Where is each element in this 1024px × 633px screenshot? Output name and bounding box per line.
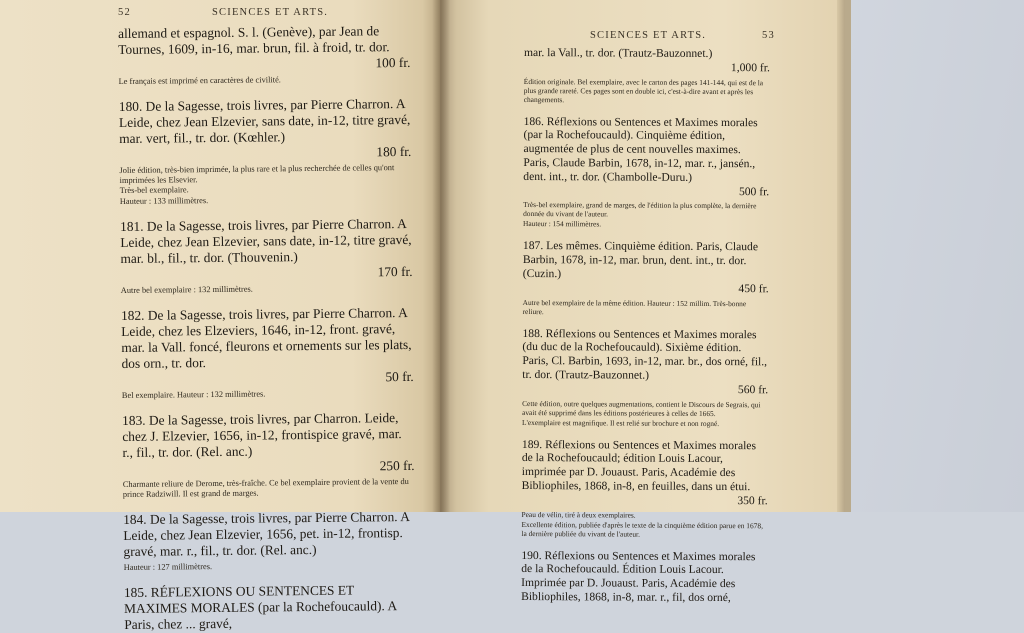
catalog-entry (123, 509, 416, 573)
entry-note: Le français est imprimé en caractères de civilité. (118, 75, 281, 86)
entry-price: 50 fr. (385, 368, 414, 385)
entry-note: Bel exemplaire. Hauteur : 132 millimètres. (121, 389, 266, 400)
catalog-entry (118, 23, 411, 87)
entry-text: 183. De la Sagesse, trois livres, par Charron. Leide, chez J. Elzevier, 1656, in-12, frontispice gravé, mar. r., fil., tr. dor. (Rel. anc.) (122, 410, 402, 460)
entry-note: Hauteur : 133 millimètres. (119, 196, 209, 206)
entry-note: Édition originale. Bel exemplaire, avec le carton des pages 141-144, qui est de la plus grande rareté. Ces pages sont en double ici, c'est-à-dire avant et après les changements. (523, 76, 764, 104)
entry-price: 100 fr. (375, 54, 411, 71)
entry-note: Jolie édition, très-bien imprimée, la plus rare et la plus recherchée de celles qu'ont imprimées les Elsevier. (119, 163, 395, 185)
catalog-entry (119, 96, 412, 207)
entry-note: Charmante reliure de Derome, très-fraîche. Ce bel exemplaire provient de la vente du prince Radziwill. Il est grand de marges. (122, 476, 409, 499)
page-edge (845, 0, 851, 512)
entry-text: 185. RÉFLEXIONS OU SENTENCES ET MAXIMES MORALES (par la Rochefoucauld). A Paris, chez ... gravé, (123, 582, 397, 632)
entry-note: Hauteur : 154 millimètres. (523, 219, 602, 229)
entry-price: 560 fr. (737, 382, 769, 397)
entry-note: Cette édition, outre quelques augmentations, contient le Discours de Segrais, qui avait été supprimé dans les éditions postérieures à celles de 1665. (522, 398, 761, 418)
right-running-head: SCIENCES ET ARTS. (590, 30, 707, 41)
entry-price: 350 fr. (737, 493, 768, 508)
catalog-entry (120, 216, 413, 296)
left-page-number: 52 (118, 7, 131, 18)
entry-price: 1,000 fr. (730, 60, 770, 75)
catalog-entry (521, 549, 767, 605)
left-page (0, 0, 440, 632)
catalog-entry (522, 327, 769, 428)
entry-note: L'exemplaire est magnifique. Il est relié sur brochure et non rogné. (522, 417, 720, 428)
right-column (521, 46, 770, 605)
entry-text: 182. De la Sagesse, trois livres, par Pierre Charron. A Leide, chez les Elzeviers, 1646, in-12, front. gravé, mar. la Vall. foncé, fleurons et ornements sur les plats, dos orn., tr. dor. (120, 304, 412, 371)
entry-text: mar. la Vall., tr. dor. (Trautz-Bauzonnet.) (523, 46, 713, 60)
left-running-head: SCIENCES ET ARTS. (212, 7, 329, 18)
entry-note: Hauteur : 127 millimètres. (123, 562, 213, 572)
entry-text: 190. Réflexions ou Sentences et Maximes morales de la Rochefoucauld. Édition Louis Lacour. Imprimée par D. Jouaust. Paris, Académie des Bibliophiles, 1868, in-8, mar. r., fil, dos orné, (521, 548, 756, 605)
entry-text: allemand et espagnol. S. l. (Genève), par Jean de Tournes, 1609, in-16, mar. brun, fil. à froid, tr. dor. (118, 23, 390, 57)
entry-note: Excellente édition, publiée d'après le texte de la cinquième édition parue en 1678, la dernière publiée du vivant de l'auteur. (521, 519, 763, 539)
entry-text: 181. De la Sagesse, trois livres, par Pierre Charron. A Leide, chez Jean Elzevier, sans date, in-12, titre gravé, mar. bl., fil., tr. dor. (Thouvenin.) (120, 215, 412, 266)
entry-price: 500 fr. (738, 184, 770, 198)
entry-price: 250 fr. (379, 457, 415, 474)
catalog-entry (521, 438, 768, 539)
entry-note: Très-bel exemplaire. (119, 185, 189, 195)
entry-text: 189. Réflexions ou Sentences et Maximes morales de la Rochefoucauld; édition Louis Lacour, imprimée par D. Jouaust. Paris, Académie des Bibliophiles, 1868, in-8, en feuilles, dans un étui. (521, 437, 757, 494)
left-column (118, 23, 416, 633)
entry-note: Peau de vélin, tiré à deux exemplaires. (521, 509, 636, 520)
entry-note: Autre bel exemplaire : 132 millimètres. (120, 284, 253, 295)
entry-text: 188. Réflexions ou Sentences et Maximes morales (du duc de la Rochefoucauld). Sixième édition. Paris, Cl. Barbin, 1693, in-12, mar. br., dos orné, fil., tr. dor. (Trautz-Bauzonnet.) (522, 326, 768, 382)
entry-price: 450 fr. (738, 281, 769, 296)
entry-price: 170 fr. (377, 263, 413, 280)
catalog-entry (121, 305, 414, 401)
catalog-entry (124, 582, 416, 633)
entry-text: 184. De la Sagesse, trois livres, par Pierre Charron. A Leide, chez Jean Elzevier, 1656, pet. in-12, frontisp. gravé, mar. r., fil., tr. dor. (Rel. anc.) (123, 508, 410, 559)
right-page-number: 53 (762, 30, 775, 41)
right-page (440, 0, 845, 605)
entry-note: Très-bel exemplaire, grand de marges, de l'édition la plus complète, la dernière donnée du vivant de l'auteur. (523, 200, 757, 219)
entry-note: Autre bel exemplaire de la même édition. Hauteur : 152 millim. Très-bonne reliure. (522, 297, 747, 316)
catalog-entry (122, 410, 415, 500)
entry-price: 180 fr. (376, 143, 412, 160)
entry-text: 186. Réflexions ou Sentences et Maximes morales (par la Rochefoucauld). Cinquième édition, augmentée de plus de cent nouvelles maximes. Paris, Claude Barbin, 1678, in-12, mar. r., jansén., dent. int., tr. dor. (Chambolle-Duru.) (523, 114, 758, 184)
catalog-entry (523, 115, 770, 230)
entry-text: 187. Les mêmes. Cinquième édition. Paris, Claude Barbin, 1678, in-12, mar. brun, dent. int., tr. dor. (Cuzin.) (522, 239, 759, 281)
entry-text: 180. De la Sagesse, trois livres, par Pierre Charron. A Leide, chez Jean Elzevier, sans date, in-12, titre gravé, mar. vert, fil., tr. dor. (Kœhler.) (118, 96, 411, 146)
catalog-entry (523, 239, 769, 316)
book-gutter (432, 0, 450, 512)
catalog-entry (524, 46, 770, 105)
